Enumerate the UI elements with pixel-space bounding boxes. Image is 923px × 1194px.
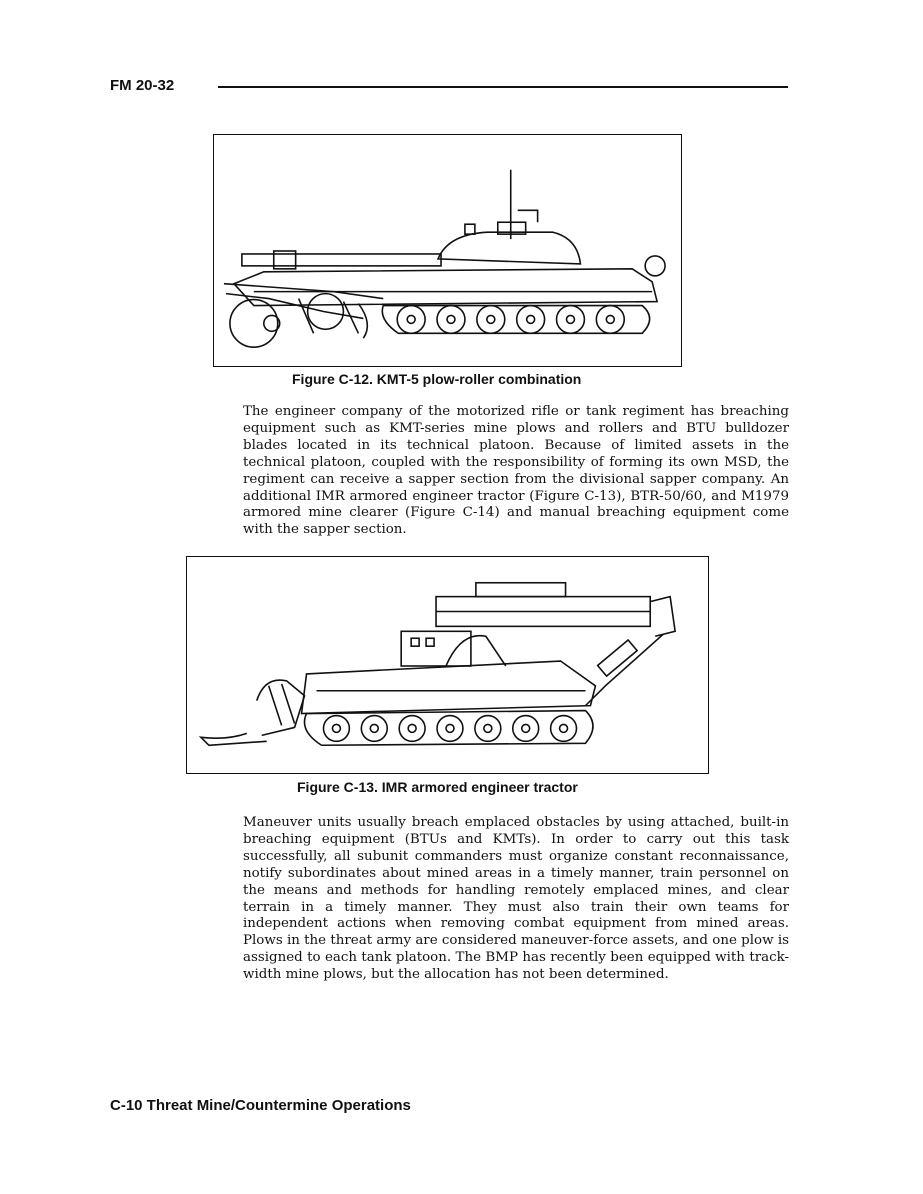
tank-plow-roller-illustration	[214, 135, 681, 366]
document-id: FM 20-32	[110, 77, 175, 94]
figure-c12-frame	[213, 134, 682, 367]
body-paragraph-1: The engineer company of the motorized rifle or tank regiment has breaching equipment such as KMT-series mine plows and rollers and BTU bulldozer blades located in its technical platoon. Because of limited assets in the technical platoon, coupled with the responsibility of forming its own MSD, the regiment can receive a sapper section from the divisional sapper company. An additional IMR armored engineer tractor (Figure C-13), BTR-50/60, and M1979 armored mine clearer (Figure C-14) and manual breaching equipment come with the sapper section.	[243, 404, 789, 538]
header-rule	[218, 86, 788, 88]
imr-engineer-tractor-illustration	[187, 557, 708, 773]
figure-c13-frame	[186, 556, 709, 774]
body-paragraph-2: Maneuver units usually breach emplaced obstacles by using attached, built-in breaching equipment (BTUs and KMTs). In order to carry out this task successfully, all subunit commanders must organize constant reconnaissance, notify subordinates about mined areas in a timely manner, train personnel on the means and methods for handling remotely emplaced mines, and clear terrain in a timely manner. They must also train their own teams for independent actions when removing combat equipment from mined areas. Plows in the threat army are considered maneuver-force assets, and one plow is assigned to each tank platoon. The BMP has recently been equipped with track-width mine plows, but the allocation has not been determined.	[243, 815, 789, 983]
page-footer: C-10 Threat Mine/Countermine Operations	[110, 1097, 411, 1114]
figure-c13-caption: Figure C-13. IMR armored engineer tractor	[297, 779, 578, 795]
figure-c12-caption: Figure C-12. KMT-5 plow-roller combination	[292, 371, 582, 387]
